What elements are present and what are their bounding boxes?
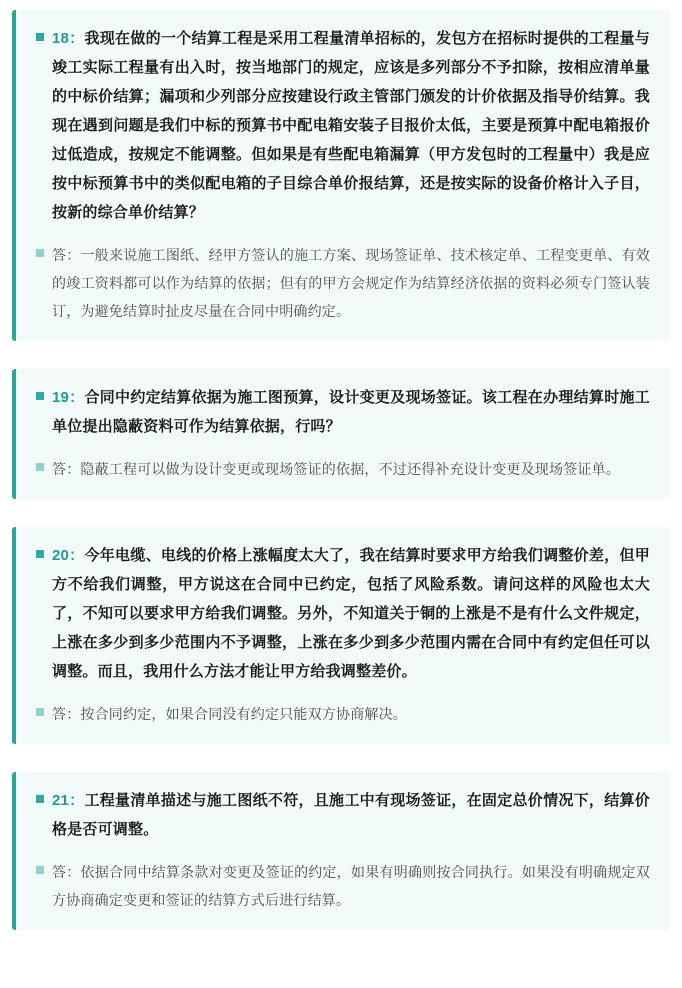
answer-bullet-icon bbox=[36, 249, 44, 257]
answer-label: 答： bbox=[52, 247, 81, 263]
answer-bullet-icon bbox=[36, 463, 44, 471]
document-page bbox=[0, 10, 682, 988]
answer-label: 答： bbox=[52, 864, 81, 880]
answer-body: 隐蔽工程可以做为设计变更或现场签证的依据，不过还得补充设计变更及现场签证单。 bbox=[80, 461, 621, 477]
question-number: 18： bbox=[52, 30, 85, 47]
question-bullet-icon bbox=[36, 550, 44, 558]
question-number: 21： bbox=[52, 792, 85, 809]
question-text bbox=[52, 541, 650, 686]
question-body: 工程量清单描述与施工图纸不符，且施工中有现场签证，在固定总价情况下，结算价格是否可调整。 bbox=[52, 792, 650, 838]
question-number: 20： bbox=[52, 547, 85, 564]
question-block bbox=[36, 383, 650, 441]
qa-card bbox=[12, 772, 670, 930]
question-block bbox=[36, 541, 650, 686]
question-bullet-icon bbox=[36, 33, 44, 41]
question-block bbox=[36, 786, 650, 844]
answer-block bbox=[36, 858, 650, 914]
answer-text bbox=[52, 700, 650, 728]
answer-label: 答： bbox=[52, 461, 81, 477]
answer-body: 一般来说施工图纸、经甲方签认的施工方案、现场签证单、技术核定单、工程变更单、有效的竣工资料都可以作为结算的依据；但有的甲方会规定作为结算经济依据的资料必须专门签认装订，为避免结算时扯皮尽量在合同中明确约定。 bbox=[52, 247, 650, 319]
answer-body: 依据合同中结算条款对变更及签证的约定，如果有明确则按合同执行。如果没有明确规定双方协商确定变更和签证的结算方式后进行结算。 bbox=[52, 864, 650, 908]
question-text bbox=[52, 786, 650, 844]
question-block bbox=[36, 24, 650, 227]
answer-body: 按合同约定，如果合同没有约定只能双方协商解决。 bbox=[80, 706, 408, 722]
answer-text bbox=[52, 241, 650, 325]
question-body: 今年电缆、电线的价格上涨幅度太大了，我在结算时要求甲方给我们调整价差，但甲方不给我们调整，甲方说这在合同中已约定，包括了风险系数。请问这样的风险也太大了，不知可以要求甲方给我们调整。另外，不知道关于铜的上涨是不是有什么文件规定，上涨在多少到多少范围内不予调整，上涨在多少到多少范围内需在合同中有约定但任可以调整。而且，我用什么方法才能让甲方给我调整差价。 bbox=[52, 547, 650, 680]
question-bullet-icon bbox=[36, 392, 44, 400]
question-text bbox=[52, 24, 650, 227]
qa-card bbox=[12, 10, 670, 341]
answer-block bbox=[36, 700, 650, 728]
answer-block bbox=[36, 455, 650, 483]
answer-block bbox=[36, 241, 650, 325]
qa-card bbox=[12, 369, 670, 499]
question-text bbox=[52, 383, 650, 441]
answer-bullet-icon bbox=[36, 708, 44, 716]
question-bullet-icon bbox=[36, 795, 44, 803]
qa-card bbox=[12, 527, 670, 744]
answer-text bbox=[52, 858, 650, 914]
answer-bullet-icon bbox=[36, 866, 44, 874]
question-body: 我现在做的一个结算工程是采用工程量清单招标的，发包方在招标时提供的工程量与竣工实际工程量有出入时，按当地部门的规定，应该是多列部分不予扣除，按相应清单量的中标价结算；漏项和少列部分应按建设行政主管部门颁发的计价依据及指导价结算。我现在遇到问题是我们中标的预算书中配电箱安装子目报价太低，主要是预算中配电箱报价过低造成，按规定不能调整。但如果是有些配电箱漏算（甲方发包时的工程量中）我是应按中标预算书中的类似配电箱的子目综合单价报结算，还是按实际的设备价格计入子目，按新的综合单价结算？ bbox=[52, 30, 650, 221]
answer-text bbox=[52, 455, 650, 483]
question-number: 19： bbox=[52, 389, 85, 406]
answer-label: 答： bbox=[52, 706, 81, 722]
question-body: 合同中约定结算依据为施工图预算，设计变更及现场签证。该工程在办理结算时施工单位提出隐蔽资料可作为结算依据，行吗？ bbox=[52, 389, 650, 435]
